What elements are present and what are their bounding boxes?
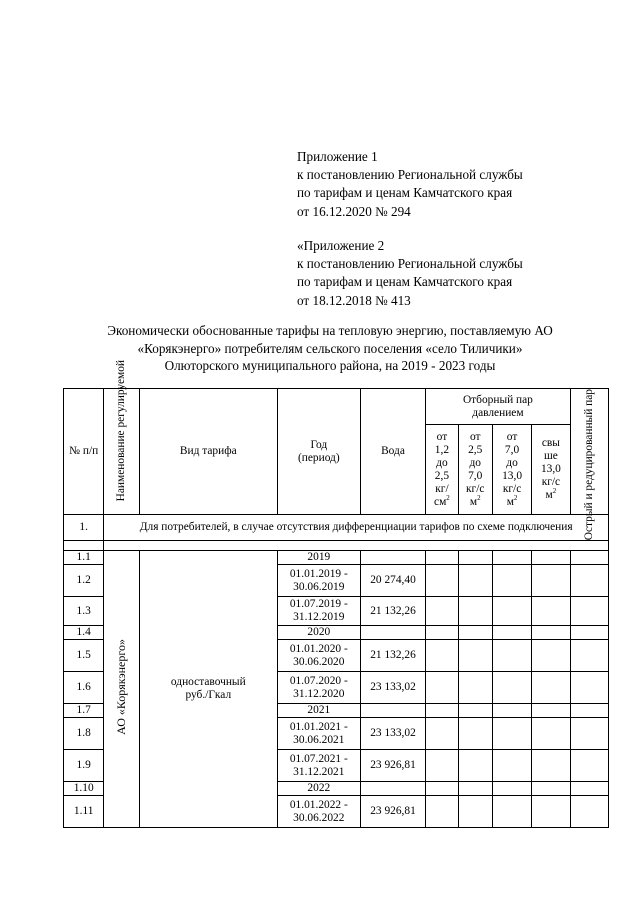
row-water: 23 133,02	[360, 672, 426, 704]
row-empty-cell	[532, 640, 570, 672]
tariff-type-cell: одноставочный руб./Гкал	[139, 551, 277, 828]
appendix-1-line: Приложение 1	[297, 149, 378, 164]
appendix-2-line: к постановлению Региональной службы	[297, 256, 523, 272]
row-empty-cell	[532, 750, 570, 782]
row-water	[360, 626, 426, 640]
row-empty-cell	[532, 551, 570, 565]
row-empty-cell	[492, 565, 531, 597]
row-empty-cell	[532, 565, 570, 597]
row-num: 1.9	[64, 750, 104, 782]
row-period: 01.07.2019 - 31.12.2019	[277, 597, 360, 626]
row-empty-cell	[532, 796, 570, 828]
row-period: 2022	[277, 782, 360, 796]
row-water: 20 274,40	[360, 565, 426, 597]
header-num: № п/п	[64, 389, 104, 515]
row-empty-cell	[492, 597, 531, 626]
header-pressure-2: от 2,5 до 7,0 кг/с $м^2$	[458, 425, 492, 515]
row-empty-cell	[570, 796, 608, 828]
row-empty-cell	[492, 640, 531, 672]
row-empty-cell	[570, 672, 608, 704]
row-period: 01.07.2021 - 31.12.2021	[277, 750, 360, 782]
org-name-cell	[104, 551, 139, 828]
title-line: Экономически обоснованные тарифы на тепловую энергию, поставляемую АО	[107, 323, 553, 338]
section-row	[64, 515, 609, 541]
row-empty-cell	[458, 750, 492, 782]
appendix-1-line: к постановлению Региональной службы	[297, 167, 523, 183]
row-empty-cell	[426, 704, 458, 718]
row-num: 1.7	[64, 704, 104, 718]
row-empty-cell	[426, 597, 458, 626]
org-name: АО «Корякэнерго»	[114, 639, 129, 735]
appendix-1-line: от 16.12.2020 № 294	[297, 203, 411, 219]
row-empty-cell	[492, 704, 531, 718]
title-line: «Корякэнерго» потребителям сельского поселения «село Тиличики»	[137, 340, 523, 356]
row-empty-cell	[532, 672, 570, 704]
row-water: 21 132,26	[360, 597, 426, 626]
row-empty-cell	[570, 640, 608, 672]
row-num: 1.3	[64, 597, 104, 626]
appendix-2-line: «Приложение 2	[297, 238, 385, 253]
row-empty-cell	[426, 672, 458, 704]
row-period: 2021	[277, 704, 360, 718]
row-period: 01.07.2020 - 31.12.2020	[277, 672, 360, 704]
header-row-1	[64, 389, 609, 425]
row-empty-cell	[458, 551, 492, 565]
row-empty-cell	[570, 597, 608, 626]
row-water	[360, 704, 426, 718]
row-empty-cell	[458, 782, 492, 796]
row-empty-cell	[532, 704, 570, 718]
row-empty-cell	[426, 750, 458, 782]
row-period: 2020	[277, 626, 360, 640]
row-empty-cell	[426, 796, 458, 828]
row-water	[360, 551, 426, 565]
row-empty-cell	[570, 718, 608, 750]
row-empty-cell	[426, 551, 458, 565]
row-empty-cell	[458, 796, 492, 828]
header-sharp-steam: Острый и редуцированный пар	[570, 389, 608, 515]
row-empty-cell	[492, 718, 531, 750]
table-row	[64, 551, 609, 565]
appendix-1-line: по тарифам и ценам Камчатского края	[297, 185, 513, 201]
row-empty-cell	[570, 782, 608, 796]
appendix-1-block	[297, 148, 523, 221]
row-empty-cell	[458, 626, 492, 640]
row-empty-cell	[570, 626, 608, 640]
appendix-2-line: по тарифам и ценам Камчатского края	[297, 274, 513, 290]
row-period: 01.01.2020 - 30.06.2020	[277, 640, 360, 672]
row-empty-cell	[570, 704, 608, 718]
row-empty-cell	[426, 782, 458, 796]
appendix-2-line: от 18.12.2018 № 413	[297, 292, 411, 308]
row-empty-cell	[532, 597, 570, 626]
appendix-2-block	[297, 237, 523, 310]
row-empty-cell	[492, 796, 531, 828]
row-empty-cell	[492, 551, 531, 565]
row-empty-cell	[458, 565, 492, 597]
row-num: 1.2	[64, 565, 104, 597]
row-empty-cell	[570, 750, 608, 782]
row-empty-cell	[426, 565, 458, 597]
row-empty-cell	[426, 640, 458, 672]
row-period: 01.01.2022 - 30.06.2022	[277, 796, 360, 828]
row-water: 23 926,81	[360, 796, 426, 828]
row-empty-cell	[426, 718, 458, 750]
row-num: 1.1	[64, 551, 104, 565]
row-empty-cell	[532, 718, 570, 750]
row-water	[360, 782, 426, 796]
row-empty-cell	[492, 782, 531, 796]
row-water: 23 133,02	[360, 718, 426, 750]
row-num: 1.5	[64, 640, 104, 672]
row-empty-cell	[492, 672, 531, 704]
row-period: 2019	[277, 551, 360, 565]
header-pressure-1: от 1,2 до 2,5 кг/ $см^2$	[426, 425, 458, 515]
row-empty-cell	[532, 626, 570, 640]
row-period: 01.01.2019 - 30.06.2019	[277, 565, 360, 597]
row-num: 1.4	[64, 626, 104, 640]
header-year: Год (период)	[277, 389, 360, 515]
row-empty-cell	[458, 597, 492, 626]
row-empty-cell	[532, 782, 570, 796]
row-empty-cell	[458, 672, 492, 704]
section-num: 1.	[64, 515, 104, 541]
row-empty-cell	[570, 565, 608, 597]
section-text: Для потребителей, в случае отсутствия дифференциации тарифов по схеме подключения	[104, 515, 609, 541]
row-empty-cell	[492, 750, 531, 782]
row-period: 01.01.2021 - 30.06.2021	[277, 718, 360, 750]
row-empty-cell	[458, 640, 492, 672]
row-empty-cell	[570, 551, 608, 565]
header-steam-group: Отборный пар давлением	[426, 389, 570, 425]
row-empty-cell	[458, 704, 492, 718]
row-num: 1.11	[64, 796, 104, 828]
row-num: 1.6	[64, 672, 104, 704]
row-num: 1.10	[64, 782, 104, 796]
header-water: Вода	[360, 389, 426, 515]
row-empty-cell	[458, 718, 492, 750]
row-water: 21 132,26	[360, 640, 426, 672]
header-tariff-type: Вид тарифа	[139, 389, 277, 515]
spacer-row	[64, 541, 609, 551]
header-org: Наименование регулируемой	[104, 389, 139, 515]
header-pressure-4: свы ше 13,0 кг/с $м^2$	[532, 425, 570, 515]
row-water: 23 926,81	[360, 750, 426, 782]
row-empty-cell	[426, 626, 458, 640]
header-pressure-3: от 7,0 до 13,0 кг/с $м^2$	[492, 425, 531, 515]
row-num: 1.8	[64, 718, 104, 750]
row-empty-cell	[492, 626, 531, 640]
title-line: Олюторского муниципального района, на 2019 - 2023 годы	[164, 358, 496, 373]
